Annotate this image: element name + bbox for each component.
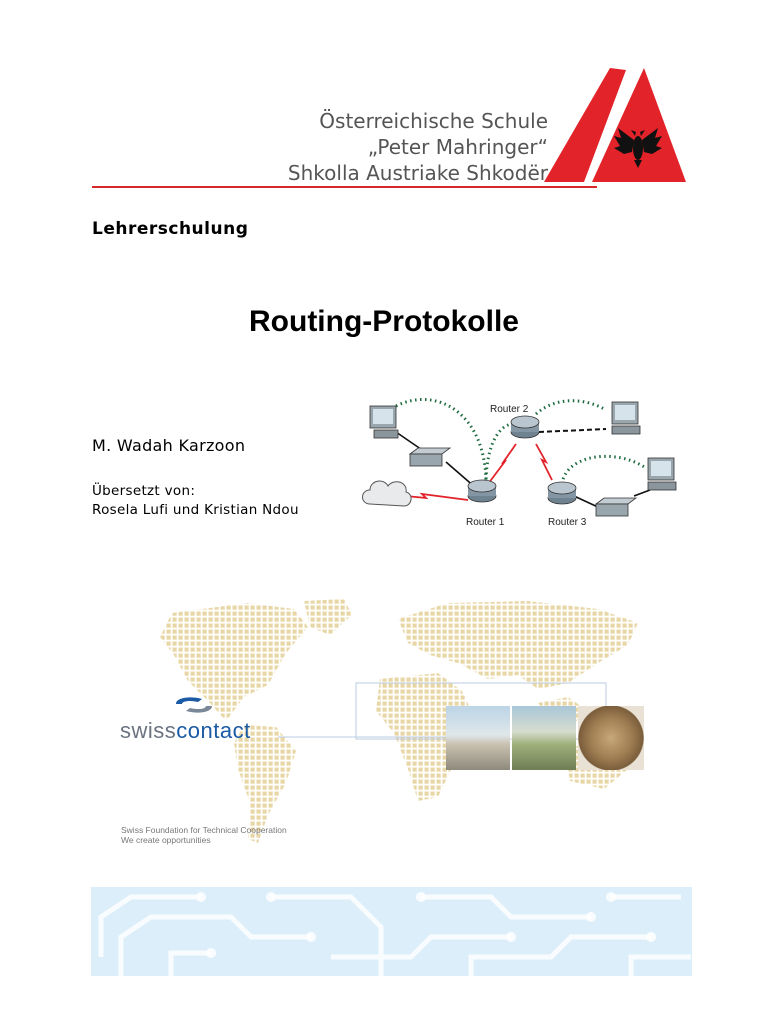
- circuit-footer: [91, 887, 692, 976]
- school-name-block: [288, 108, 548, 186]
- computer-icon: [648, 458, 676, 490]
- computer-icon: [612, 402, 640, 434]
- school-logo: [540, 64, 686, 182]
- brand-suffix: contact: [176, 718, 251, 743]
- document-subtitle: Lehrerschulung: [92, 219, 249, 239]
- header-divider: [92, 186, 597, 188]
- swisscontact-wordmark: [120, 718, 251, 744]
- swisscontact-banner: [118, 593, 650, 847]
- author-name: M. Wadah Karzoon: [92, 436, 246, 455]
- school-name-line-2: „Peter Mahringer“: [367, 135, 548, 159]
- translation-credits: [92, 482, 299, 520]
- brand-prefix: swiss: [120, 718, 177, 743]
- network-diagram: [356, 392, 692, 532]
- photo-beach-people: [446, 706, 510, 770]
- foundation-line-2: We create opportunities: [121, 835, 211, 845]
- school-name-line-3: Shkolla Austriake Shkodër: [287, 161, 548, 185]
- switch-icon: [410, 448, 450, 466]
- photo-rope: [578, 706, 644, 770]
- router-label: Router 1: [466, 517, 505, 528]
- foundation-line-1: Swiss Foundation for Technical Cooperation: [121, 825, 287, 835]
- translators: Rosela Lufi und Kristian Ndou: [92, 502, 299, 518]
- photo-fieldwork: [512, 706, 576, 770]
- router-label: Router 2: [490, 404, 529, 415]
- switch-icon: [596, 498, 636, 516]
- router-icon: [511, 416, 539, 438]
- school-name-line-1: Österreichische Schule: [319, 109, 548, 133]
- computer-icon: [370, 406, 398, 438]
- router-icon: [548, 482, 576, 504]
- foundation-text: [121, 825, 287, 845]
- translated-label: Übersetzt von:: [92, 483, 196, 499]
- router-icon: [468, 480, 496, 502]
- swisscontact-logo-icon: [172, 694, 216, 716]
- cloud-icon: [363, 481, 412, 506]
- document-title: Routing-Protokolle: [249, 305, 519, 338]
- router-label: Router 3: [548, 517, 587, 528]
- circuit-board-pattern-icon: [91, 887, 692, 976]
